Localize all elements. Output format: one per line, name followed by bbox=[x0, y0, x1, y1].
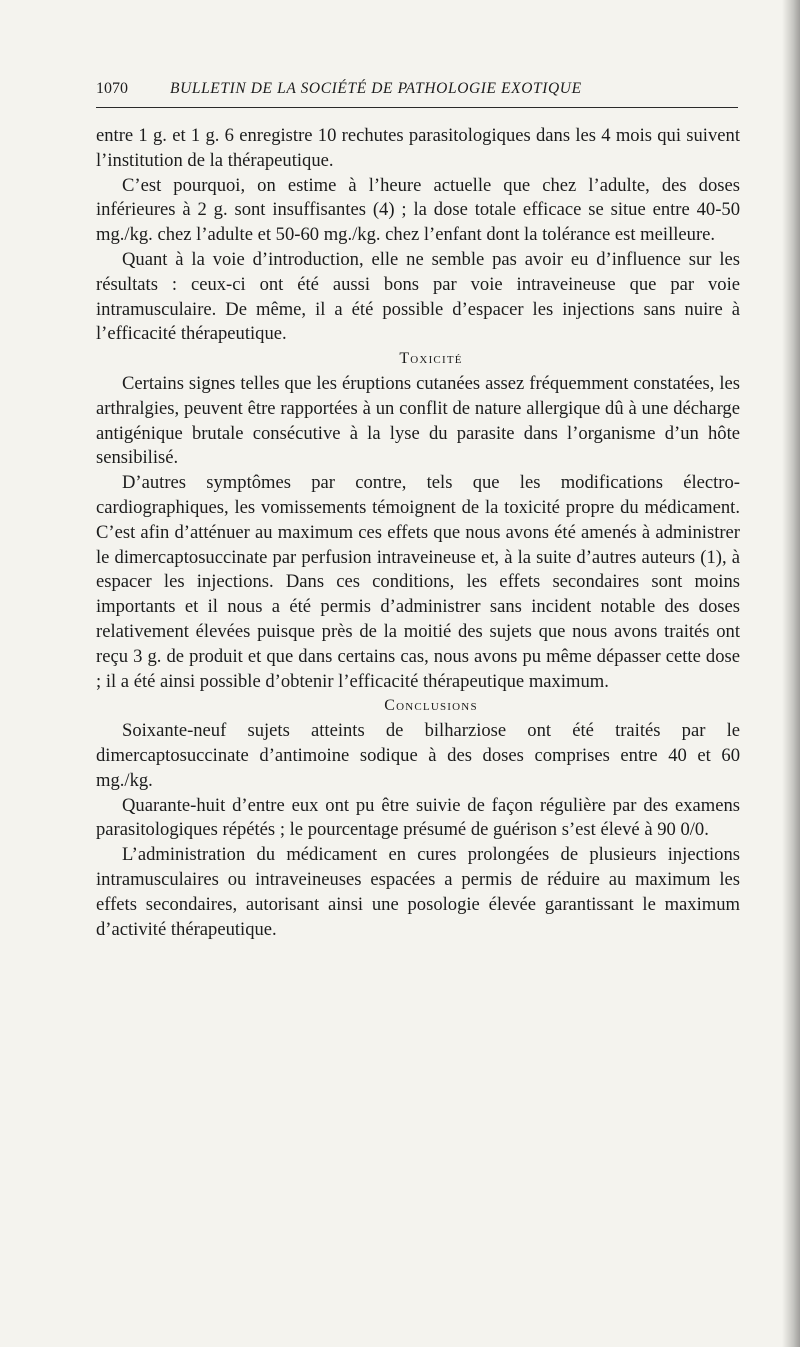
paragraph-continued: entre 1 g. et 1 g. 6 enregistre 10 rechutes parasitologiques dans les 4 mois qui suivent l’institution de la thérapeutique. bbox=[96, 125, 740, 171]
page-edge-shadow bbox=[782, 0, 800, 1347]
journal-title: BULLETIN DE LA SOCIÉTÉ DE PATHOLOGIE EXOTIQUE bbox=[170, 80, 582, 97]
article-body bbox=[96, 124, 740, 942]
paragraph: L’administration du médicament en cures prolongées de plusieurs injections intramusculaires ou intraveineuses espacées a permis de réduire au maximum les effets secondaires, autorisant ainsi une posologie élevée garantissant le maximum d’activité thérapeutique. bbox=[96, 844, 740, 940]
header-rule bbox=[96, 107, 738, 108]
paragraph: Quarante-huit d’entre eux ont pu être suivie de façon régulière par des examens parasitologiques répétés ; le pourcentage présumé de guérison s’est élevé à 90 0/0. bbox=[96, 794, 740, 841]
paragraph: D’autres symptômes par contre, tels que les modifications électro-cardiographiques, les vomissements témoignent de la toxicité propre du médicament. C’est afin d’atténuer au maximum ces effets que nous avons été amenés à administrer le dimercaptosuccinate par perfusion intraveineuse et, à la suite d’autres auteurs (1), à espacer les injections. Dans ces conditions, les effets secondaires sont moins importants et il nous a été permis d’administrer sans incident notable des doses relativement élevées puisque près de la moitié des sujets que nous avons traités ont reçu 3 g. de produit et que dans certains cas, nous avons pu même dépasser cette dose ; il a été ainsi possible d’obtenir l’efficacité thérapeutique maximum. bbox=[96, 472, 740, 692]
section-heading-conclusions: Conclusions bbox=[384, 697, 478, 715]
paragraph: Soixante-neuf sujets atteints de bilharziose ont été traités par le dimercaptosuccinate d’antimoine sodique à des doses comprises entre 40 et 60 mg./kg. bbox=[96, 720, 740, 791]
paragraph: C’est pourquoi, on estime à l’heure actuelle que chez l’adulte, des doses inférieures à 2 g. sont insuffisantes (4) ; la dose totale efficace se situe entre 40-50 mg./kg. chez l’adulte et 50-60 mg./kg. chez l’enfant dont la tolérance est meilleure. bbox=[96, 174, 740, 246]
paragraph: Quant à la voie d’introduction, elle ne semble pas avoir eu d’influence sur les résultats : ceux-ci ont été aussi bons par voie intraveineuse que par voie intramusculaire. De même, il a été possible d’espacer les injections sans nuire à l’efficacité thérapeutique. bbox=[96, 248, 740, 345]
running-head bbox=[96, 80, 738, 98]
page-number: 1070 bbox=[96, 80, 128, 97]
section-heading-toxicity: Toxicité bbox=[399, 350, 463, 368]
paragraph: Certains signes telles que les éruptions cutanées assez fréquemment constatées, les arthralgies, peuvent être rapportées à un conflit de nature allergique dû à une décharge antigénique brutale consécutive à la lyse du parasite dans l’organisme d’un hôte sensibilisé. bbox=[96, 372, 740, 469]
